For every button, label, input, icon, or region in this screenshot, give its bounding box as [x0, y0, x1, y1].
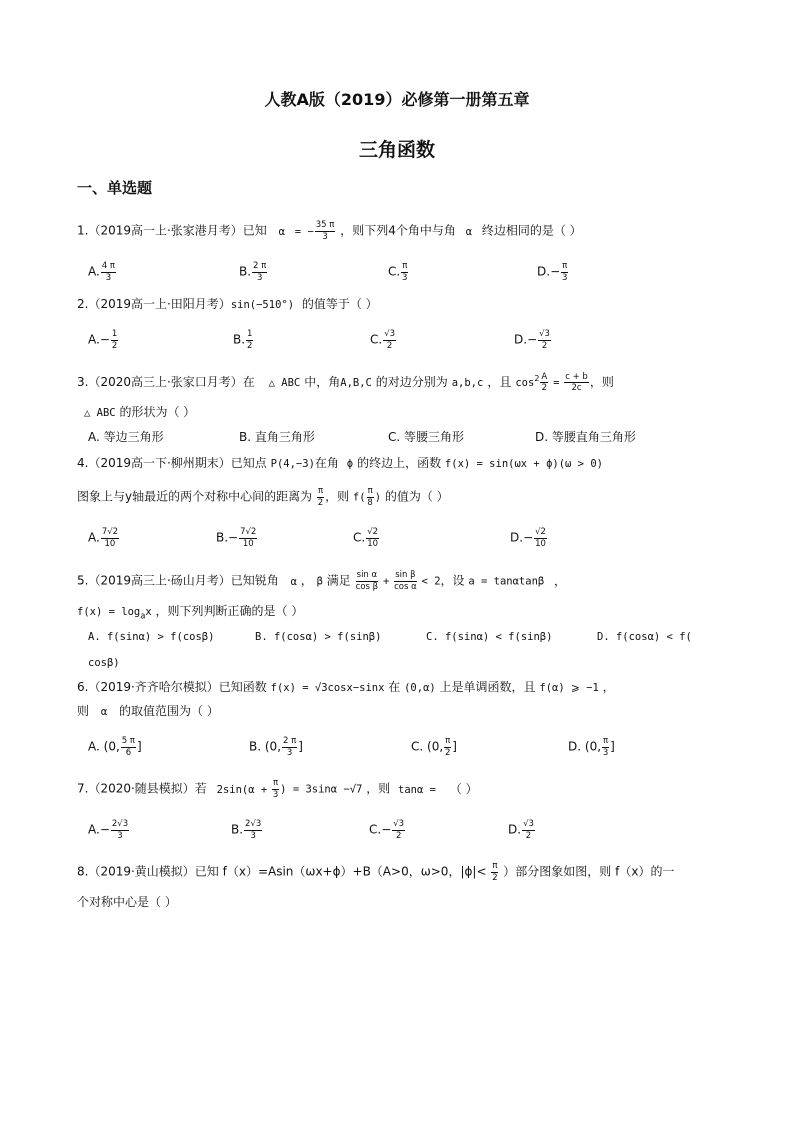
q7-option-c[interactable]: C.− $\frac{√3}{2}$ — [369, 819, 405, 841]
question-6-tail: ， — [602, 680, 615, 694]
question-5-comma: ， — [300, 573, 313, 588]
question-1-text2: 终边相同的是（ ） — [481, 223, 582, 238]
question-6-source: 6.（2019·齐齐哈尔模拟）已知函数 — [77, 680, 267, 694]
q3-option-b[interactable]: B. 直角三角形 — [239, 430, 315, 444]
q6-option-d[interactable]: D. (0, $\frac{\pi}{3}$ ] — [568, 736, 615, 758]
question-5-line2 — [77, 603, 303, 624]
question-5-text2: ，设 — [440, 573, 465, 588]
q5-option-c[interactable]: C. f(sinα) < f(sinβ) — [426, 631, 553, 643]
question-8-text2: ）部分图象如图，则 f（x）的一 — [503, 864, 675, 879]
question-5-plus: + — [382, 575, 390, 588]
q2-option-b[interactable]: B. $\frac{1}{2}$ — [233, 329, 253, 351]
question-8-line2: 个对称中心是（ ） — [77, 895, 177, 909]
q3-option-d[interactable]: D. 等腰直角三角形 — [535, 430, 636, 444]
question-6-cond: f(α) ⩾ −1 — [539, 682, 599, 694]
question-7 — [77, 779, 478, 799]
question-8-frac: $\frac{\pi}{2}$ — [492, 861, 498, 883]
q5-option-d-cont: cosβ) — [88, 657, 120, 669]
question-3-sup: 2 — [534, 374, 540, 383]
question-3-line2 — [84, 404, 195, 421]
question-3-text4: ，则 — [589, 375, 614, 389]
question-7-lhs: 2sin(α + — [216, 783, 268, 796]
question-3-triangle2: △ ABC — [84, 407, 116, 419]
question-5-lt: < 2 — [421, 575, 441, 588]
question-8 — [77, 862, 674, 882]
question-2-expr: sin(−510°) — [230, 299, 295, 311]
question-7-rhs: ) = 3sinα −√7 — [280, 783, 363, 796]
question-1-source: 1.（2019高一上·张家港月考）已知 — [77, 223, 267, 238]
question-7-frac: $\frac{\pi}{3}$ — [272, 778, 279, 800]
question-3-text3: ，且 — [487, 375, 512, 389]
question-5-func: f(x) = log — [77, 606, 141, 618]
question-6-interval: (0,α) — [404, 682, 436, 694]
question-3-source: 3.（2020高三上·张家口月考）在 — [77, 375, 255, 389]
question-1-var: α — [278, 225, 285, 238]
q4-option-d[interactable]: D.− $\frac{√2}{10}$ — [510, 527, 546, 549]
q6-option-c[interactable]: C. (0, $\frac{\pi}{2}$ ] — [411, 736, 457, 758]
q4-option-c[interactable]: C. $\frac{√2}{10}$ — [353, 527, 379, 549]
question-7-source: 7.（2020·随县模拟）若 — [77, 781, 207, 796]
question-5-aexpr: a = tanαtanβ — [468, 575, 545, 588]
document-subtitle: 三角函数 — [358, 139, 435, 161]
question-2 — [77, 296, 378, 313]
q7-option-b[interactable]: B. $\frac{2√3}{3}$ — [231, 819, 262, 841]
question-3-text5: 的形状为（ ） — [119, 405, 196, 419]
question-3-text2: 的对边分别为 — [375, 375, 448, 389]
question-4-f-open: f( — [352, 491, 366, 504]
q5-option-d[interactable]: D. f(cosα) < f( — [597, 631, 692, 643]
question-4-line2 — [77, 487, 449, 507]
q5-option-b[interactable]: B. f(cosα) > f(sinβ) — [255, 631, 382, 643]
question-4-source: 4.（2019高一下·柳州期末）已知点 — [77, 456, 267, 470]
question-6-text2: 上是单调函数，且 — [439, 680, 536, 694]
question-3-sides: a,b,c — [451, 377, 484, 389]
question-4-func: f(x) = sin(ωx + ϕ)(ω > 0) — [444, 458, 603, 470]
question-3-frac-a: $\frac{A}{2}$ — [541, 371, 548, 393]
document-title: 人教A版（2019）必修第一册第五章 — [264, 90, 530, 109]
question-7-tan: tanα = — [398, 783, 436, 796]
q1-option-c[interactable]: C. $\frac{\pi}{3}$ — [388, 261, 408, 283]
question-5-text1: 满足 — [326, 573, 351, 588]
question-4-phi: ϕ — [346, 458, 354, 470]
question-4-f-frac: $\frac{\pi}{8}$ — [367, 486, 373, 508]
question-3-text1: 中，角 — [304, 375, 341, 389]
q3-option-a[interactable]: A. 等边三角形 — [88, 430, 164, 444]
q7-option-d[interactable]: D. $\frac{√3}{2}$ — [508, 819, 534, 841]
question-4-frac: $\frac{\pi}{2}$ — [317, 486, 324, 508]
question-6-line2 — [77, 703, 219, 720]
question-4 — [77, 455, 603, 472]
question-1-var2: α — [465, 225, 473, 238]
question-5-frac2: $\frac{\text{sin β}}{\text{cos α}}$ — [394, 570, 417, 592]
question-1-fraction: $\frac{35 \pi}{3}$ — [315, 220, 335, 242]
q6-option-b[interactable]: B. (0, $\frac{2 \pi}{3}$ ] — [249, 736, 303, 758]
question-7-text1: ，则 — [366, 781, 391, 796]
q3-option-c[interactable]: C. 等腰三角形 — [388, 430, 465, 444]
question-4-point: P(4,−3) — [270, 458, 315, 470]
question-6-text3: 则 — [77, 704, 90, 718]
question-6-text4: 的取值范围为（ ） — [119, 704, 219, 718]
question-7-text2: （ ） — [449, 781, 478, 796]
question-6-func: f(x) = √3cosx−sinx — [270, 682, 385, 694]
question-6-text1: 在 — [388, 680, 401, 694]
q1-option-b[interactable]: B. $\frac{2 \pi}{3}$ — [239, 261, 267, 283]
question-8-text1: 8.（2019·黄山模拟）已知 f（x）=Asin（ωx+ϕ）+B（A>0，ω>0，|ϕ|< — [77, 864, 487, 879]
q5-option-a[interactable]: A. f(sinα) > f(cosβ) — [88, 631, 215, 643]
q2-option-a[interactable]: A.− $\frac{1}{2}$ — [88, 329, 118, 351]
question-2-source: 2.（2019高一上·田阳月考） — [77, 297, 231, 311]
question-1-text: ，则下列4个角中与角 — [340, 223, 456, 238]
q1-option-d[interactable]: D.− $\frac{\pi}{3}$ — [537, 261, 568, 283]
question-4-text1: 在角 — [314, 456, 339, 470]
q6-option-a[interactable]: A. (0, $\frac{5 \pi}{6}$ ] — [88, 736, 142, 758]
question-4-text5: 的值为（ ） — [384, 489, 449, 504]
question-5-sub: a — [140, 611, 146, 622]
q4-option-a[interactable]: A. $\frac{7√2}{10}$ — [88, 527, 119, 549]
question-5-text3: ，则下列判断正确的是（ ） — [155, 604, 304, 618]
question-3 — [77, 371, 614, 393]
question-1 — [77, 221, 582, 241]
question-3-angles: A,B,C — [340, 377, 372, 389]
question-4-f-close: ) — [374, 491, 382, 504]
question-5-frac1: $\frac{\text{sin α}}{\text{cos β}}$ — [355, 570, 379, 592]
question-3-cos: cos — [515, 377, 535, 389]
question-5-source: 5.（2019高三上·砀山月考）已知锐角 — [77, 573, 279, 588]
question-6-alpha: α — [100, 706, 108, 718]
q2-option-d[interactable]: D.− $\frac{√3}{2}$ — [514, 329, 550, 351]
question-1-eq: = − — [294, 225, 314, 238]
question-5 — [77, 571, 566, 591]
q2-option-c[interactable]: C. $\frac{√3}{2}$ — [370, 329, 396, 351]
question-2-text: 的值等于（ ） — [301, 297, 378, 311]
q4-option-b[interactable]: B.− $\frac{7√2}{10}$ — [216, 527, 257, 549]
question-5-tail: ， — [554, 573, 567, 588]
question-4-text4: ，则 — [325, 489, 350, 504]
q7-option-a[interactable]: A.− $\frac{2√3}{3}$ — [88, 819, 129, 841]
question-5-alpha: α — [290, 575, 297, 588]
q1-option-a[interactable]: A. $\frac{4 \pi}{3}$ — [88, 261, 116, 283]
question-3-triangle: △ ABC — [268, 377, 301, 389]
question-5-x: x — [145, 606, 152, 618]
question-5-beta: β — [316, 575, 323, 588]
question-3-eq: = — [553, 377, 560, 389]
section-heading: 一、单选题 — [77, 179, 153, 197]
question-4-text3: 图象上与y轴最近的两个对称中心间的距离为 — [77, 489, 313, 504]
question-3-frac-b: $\frac{c + b}{2c}$ — [565, 371, 588, 393]
question-6 — [77, 679, 615, 696]
question-4-text2: 的终边上，函数 — [357, 456, 442, 470]
